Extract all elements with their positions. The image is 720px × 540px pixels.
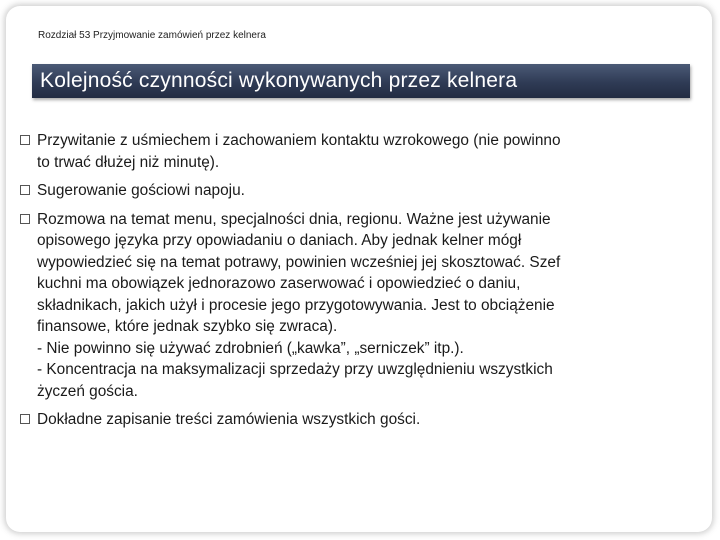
list-item-text: Rozmowa na temat menu, specjalności dnia, regionu. Ważne jest używanie opisowego języka przy opowiadaniu o daniach. Aby jednak kelner mógł wypowiedzieć się na temat potrawy, powinien wcześniej jej skosztować. Szef kuchni ma obowiązek jednorazowo zaserwować i opowiedzieć o daniu, składnikach, jakich użył i procesie jego przygotowywania. Jest to obciążenie finansowe, które jednak szybko się zwraca). - Nie powinno się używać zdrobnień („kawka”, „serniczek” itp.). - Koncentracja na maksymalizacji sprzedaży przy uwzględnieniu wszystkich życzeń gościa. [37, 210, 561, 400]
checkbox-icon [20, 185, 30, 195]
list-item [20, 209, 690, 403]
list-item-text: Sugerowanie gościowi napoju. [37, 182, 245, 199]
chapter-label: Rozdział 53 Przyjmowanie zamówień przez kelnera [38, 30, 266, 41]
title-bar [32, 64, 690, 98]
list-item [20, 409, 690, 431]
checkbox-icon [20, 414, 30, 424]
checkbox-icon [20, 214, 30, 224]
list-item [20, 180, 690, 202]
slide-title: Kolejność czynności wykonywanych przez kelnera [40, 69, 518, 92]
bullet-list [20, 130, 690, 438]
list-item-text: Dokładne zapisanie treści zamówienia wszystkich gości. [37, 411, 421, 428]
list-item [20, 130, 690, 173]
checkbox-icon [20, 135, 30, 145]
list-item-text: Przywitanie z uśmiechem i zachowaniem kontaktu wzrokowego (nie powinno to trwać dłużej niż minutę). [37, 132, 561, 171]
